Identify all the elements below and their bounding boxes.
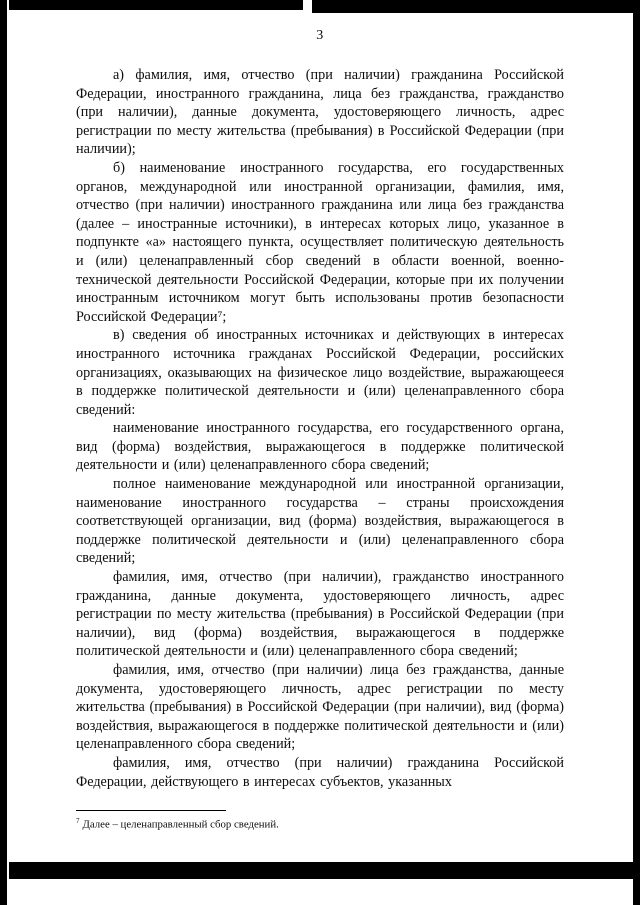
scan-artifact-bottom-bar bbox=[9, 862, 633, 879]
page-number: 3 bbox=[316, 28, 324, 43]
footnote-label: Далее – целенаправленный сбор сведений. bbox=[82, 818, 279, 831]
document-body bbox=[76, 66, 564, 791]
paragraph-sub-2: полное наименование международной или иностранной организации, наименование иностранного государства – страны происхождения соответствующей организации, вид (форма) воздействия, выражающегося в поддержке политической деятельности и (или) целенаправленного сбора сведений; bbox=[76, 476, 564, 567]
footnote-separator bbox=[76, 810, 226, 811]
scan-artifact-left-edge bbox=[0, 0, 7, 905]
paragraph-a: а) фамилия, имя, отчество (при наличии) гражданина Российской Федерации, иностранного гражданина, лица без гражданства, гражданство (при наличии), данные документа, удостоверяющего личность, адрес регистрации по месту жительства (пребывания) в Российской Федерации (при наличии); bbox=[76, 67, 564, 158]
paragraph-b: б) наименование иностранного государства, его государственных органов, международной или иностранной организации, фамилия, имя, отчество (при наличии) иностранного гражданина или лица без гражданства (далее – иностранные источники), в интересах которых лицо, указанное в подпункте «а» настоящего пункта, осуществляет политическую деятельность и (или) целенаправленный сбор сведений в области военной, военно-технической деятельности Российской Федерации, которые при их получении иностранным источником могут быть использованы против безопасности Российской Федерации⁷; bbox=[76, 159, 564, 325]
paragraph-sub-1: наименование иностранного государства, его государственного органа, вид (форма) воздействия, выражающегося в поддержке политической деятельности и (или) целенаправленного сбора сведений; bbox=[76, 420, 564, 474]
footnote-marker: 7 bbox=[76, 817, 80, 825]
paragraph-sub-4: фамилия, имя, отчество (при наличии) лица без гражданства, данные документа, удостоверяющего личность, адрес регистрации по месту жительства (пребывания) в Российской Федерации (при наличии), вид (форма) воздействия, выражающегося в поддержке политической деятельности и (или) целенаправленного сбора сведений; bbox=[76, 662, 564, 753]
paragraph-sub-5: фамилия, имя, отчество (при наличии) гражданина Российской Федерации, действующего в интересах субъектов, указанных bbox=[76, 754, 564, 790]
paragraph-sub-3: фамилия, имя, отчество (при наличии), гражданство иностранного гражданина, данные документа, удостоверяющего личность, адрес регистрации по месту жительства (пребывания) в Российской Федерации (при наличии), вид (форма) воздействия, выражающегося в поддержке политической деятельности и (или) целенаправленного сбора сведений; bbox=[76, 569, 564, 660]
scan-artifact-top-bar-left bbox=[9, 0, 303, 10]
footnote-text bbox=[76, 815, 564, 832]
scan-artifact-right-edge bbox=[633, 0, 640, 905]
scan-artifact-top-bar-right bbox=[312, 0, 640, 13]
paragraph-v: в) сведения об иностранных источниках и действующих в интересах иностранного источника гражданах Российской Федерации, российских организациях, оказывающих на физическое лицо воздействие, выражающееся в поддержке политической деятельности и (или) целенаправленного сбора сведений: bbox=[76, 327, 564, 418]
footnote bbox=[76, 810, 564, 832]
